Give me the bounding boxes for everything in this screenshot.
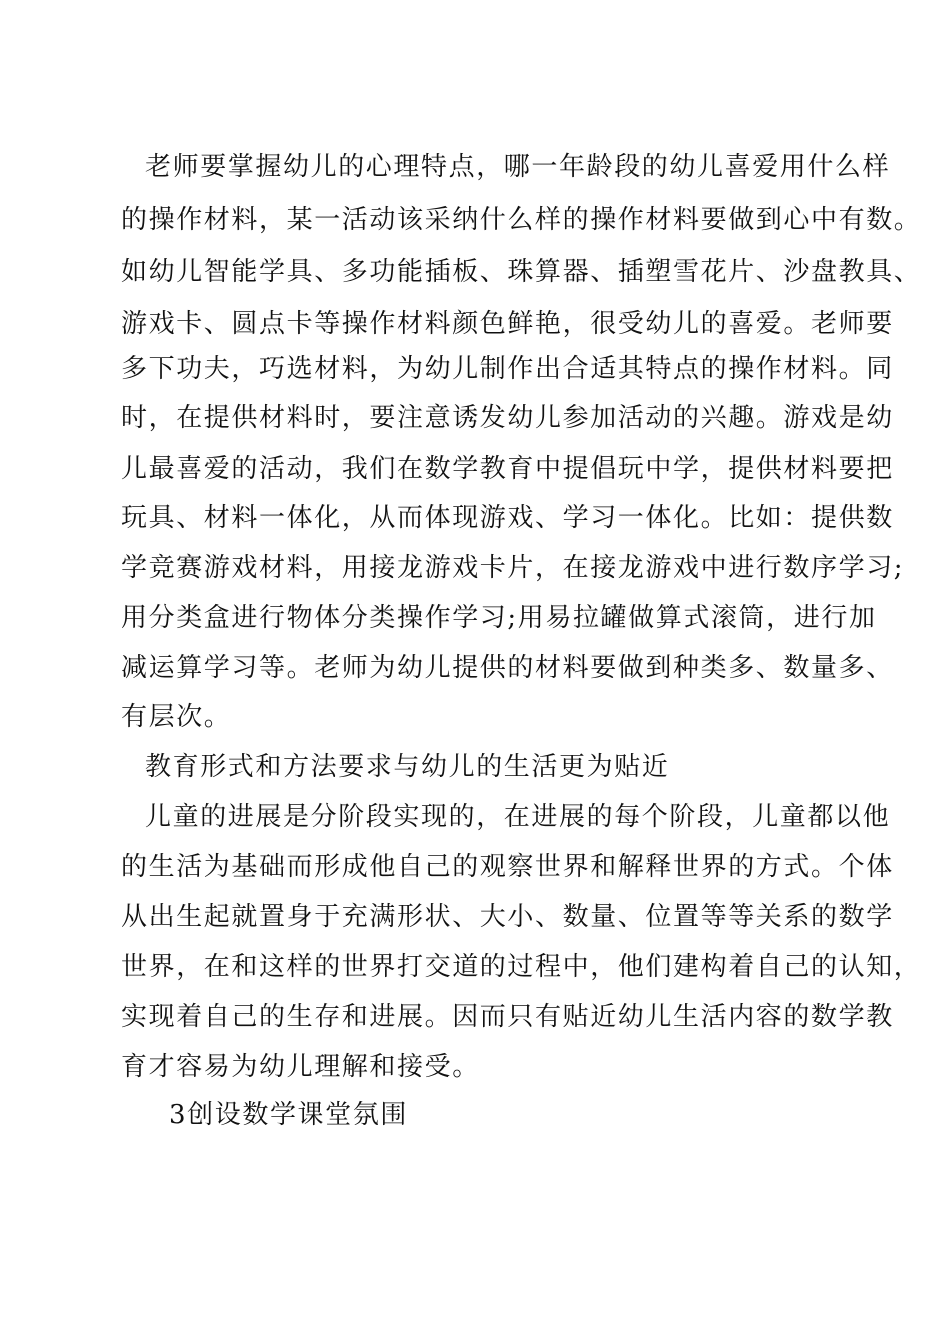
paragraph-1-line-12: 有层次。 — [121, 702, 232, 732]
paragraph-2-line-1: 儿童的进展是分阶段实现的，在进展的每个阶段，儿童都以他 — [145, 802, 891, 832]
paragraph-2-line-2: 的生活为基础而形成他自己的观察世界和解释世界的方式。个体 — [121, 852, 894, 882]
paragraph-2-line-5: 实现着自己的生存和进展。因而只有贴近幼儿生活内容的数学教 — [121, 1002, 894, 1032]
paragraph-2-line-4: 世界，在和这样的世界打交道的过程中，他们建构着自己的认知， — [121, 952, 922, 982]
paragraph-1-line-8: 玩具、材料一体化，从而体现游戏、学习一体化。比如：提供数 — [121, 503, 894, 533]
section-heading-numbered: 3创设数学课堂氛围 — [169, 1100, 408, 1130]
paragraph-1-line-10: 用分类盒进行物体分类操作学习;用易拉罐做算式滚筒，进行加 — [121, 603, 877, 633]
paragraph-1-line-2: 的操作材料，某一活动该采纳什么样的操作材料要做到心中有数。 — [121, 205, 922, 235]
paragraph-2-line-3: 从出生起就置身于充满形状、大小、数量、位置等等关系的数学 — [121, 902, 894, 932]
paragraph-1-line-11: 减运算学习等。老师为幼儿提供的材料要做到种类多、数量多、 — [121, 653, 894, 683]
paragraph-1-line-7: 儿最喜爱的活动，我们在数学教育中提倡玩中学，提供材料要把 — [121, 454, 894, 484]
section-heading: 教育形式和方法要求与幼儿的生活更为贴近 — [145, 752, 670, 782]
paragraph-1-line-5: 多下功夫，巧选材料，为幼儿制作出合适其特点的操作材料。同 — [121, 354, 894, 384]
paragraph-1-line-4: 游戏卡、圆点卡等操作材料颜色鲜艳，很受幼儿的喜爱。老师要 — [121, 309, 894, 339]
paragraph-1-line-1: 老师要掌握幼儿的心理特点，哪一年龄段的幼儿喜爱用什么样 — [145, 152, 891, 182]
paragraph-1-line-3: 如幼儿智能学具、多功能插板、珠算器、插塑雪花片、沙盘教具、 — [121, 257, 922, 287]
paragraph-1-line-9: 学竞赛游戏材料，用接龙游戏卡片，在接龙游戏中进行数序学习; — [121, 553, 905, 583]
paragraph-1-line-6: 时，在提供材料时，要注意诱发幼儿参加活动的兴趣。游戏是幼 — [121, 403, 894, 433]
paragraph-2-line-6: 育才容易为幼儿理解和接受。 — [121, 1052, 480, 1082]
